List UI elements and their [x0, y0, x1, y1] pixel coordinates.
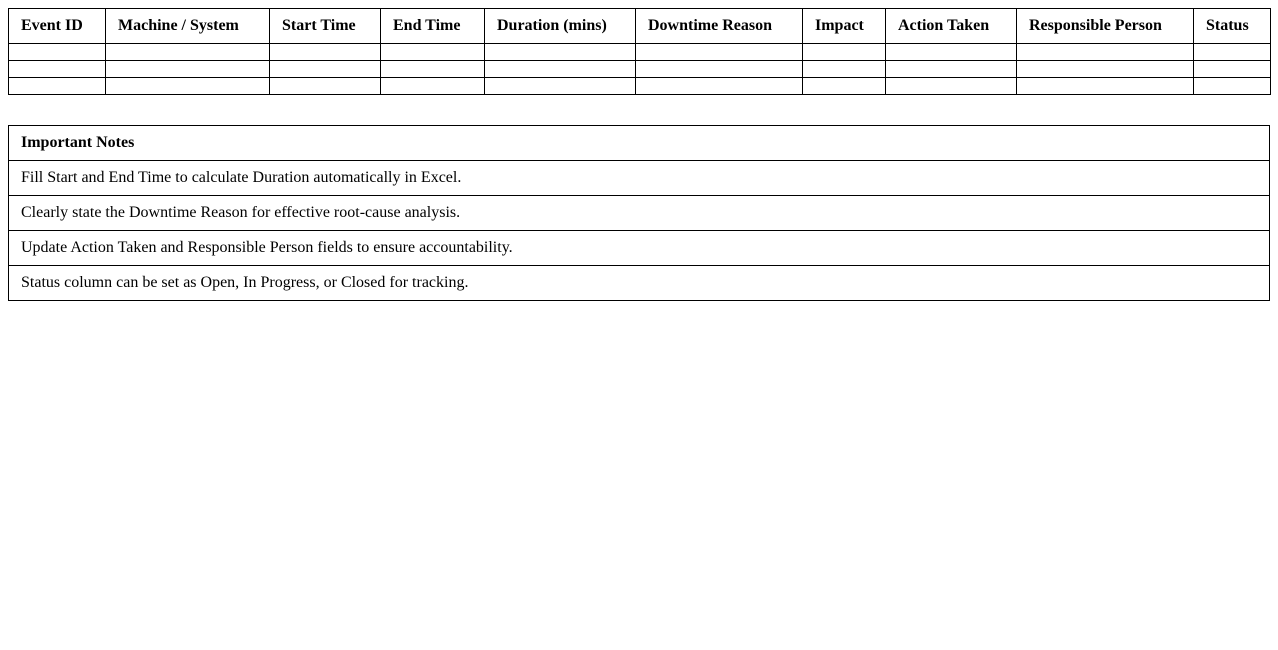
- important-notes-table: [8, 125, 1270, 301]
- table-cell[interactable]: [9, 61, 106, 78]
- column-header-end-time: End Time: [381, 9, 485, 44]
- table-cell[interactable]: [636, 78, 803, 95]
- column-header-impact: Impact: [803, 9, 886, 44]
- table-cell[interactable]: [636, 61, 803, 78]
- table-cell[interactable]: [803, 61, 886, 78]
- table-cell[interactable]: [636, 44, 803, 61]
- column-header-action-taken: Action Taken: [886, 9, 1017, 44]
- notes-title: Important Notes: [9, 126, 1270, 161]
- table-header-row: [9, 9, 1271, 44]
- table-cell[interactable]: [270, 44, 381, 61]
- table-cell[interactable]: [886, 78, 1017, 95]
- table-cell[interactable]: [106, 44, 270, 61]
- table-cell[interactable]: [106, 78, 270, 95]
- table-cell[interactable]: [886, 61, 1017, 78]
- table-cell[interactable]: [803, 44, 886, 61]
- table-cell[interactable]: [106, 61, 270, 78]
- table-row: [9, 61, 1271, 78]
- note-item: Clearly state the Downtime Reason for effective root-cause analysis.: [9, 196, 1270, 231]
- column-header-status: Status: [1194, 9, 1271, 44]
- table-cell[interactable]: [270, 61, 381, 78]
- column-header-duration: Duration (mins): [485, 9, 636, 44]
- downtime-log-table: [8, 8, 1271, 95]
- table-cell[interactable]: [485, 78, 636, 95]
- table-cell[interactable]: [1017, 44, 1194, 61]
- column-header-machine-system: Machine / System: [106, 9, 270, 44]
- note-row: [9, 231, 1270, 266]
- note-row: [9, 266, 1270, 301]
- table-cell[interactable]: [1017, 78, 1194, 95]
- column-header-responsible-person: Responsible Person: [1017, 9, 1194, 44]
- table-cell[interactable]: [803, 78, 886, 95]
- note-row: [9, 161, 1270, 196]
- table-cell[interactable]: [1194, 78, 1271, 95]
- table-cell[interactable]: [886, 44, 1017, 61]
- table-row: [9, 78, 1271, 95]
- table-cell[interactable]: [381, 61, 485, 78]
- table-cell[interactable]: [1017, 61, 1194, 78]
- table-cell[interactable]: [270, 78, 381, 95]
- table-cell[interactable]: [9, 78, 106, 95]
- notes-header-row: [9, 126, 1270, 161]
- table-cell[interactable]: [9, 44, 106, 61]
- table-row: [9, 44, 1271, 61]
- table-cell[interactable]: [381, 44, 485, 61]
- note-item: Update Action Taken and Responsible Person fields to ensure accountability.: [9, 231, 1270, 266]
- table-cell[interactable]: [485, 61, 636, 78]
- note-item: Fill Start and End Time to calculate Duration automatically in Excel.: [9, 161, 1270, 196]
- table-cell[interactable]: [485, 44, 636, 61]
- table-cell[interactable]: [1194, 44, 1271, 61]
- note-item: Status column can be set as Open, In Progress, or Closed for tracking.: [9, 266, 1270, 301]
- table-cell[interactable]: [1194, 61, 1271, 78]
- note-row: [9, 196, 1270, 231]
- column-header-event-id: Event ID: [9, 9, 106, 44]
- column-header-start-time: Start Time: [270, 9, 381, 44]
- column-header-downtime-reason: Downtime Reason: [636, 9, 803, 44]
- table-cell[interactable]: [381, 78, 485, 95]
